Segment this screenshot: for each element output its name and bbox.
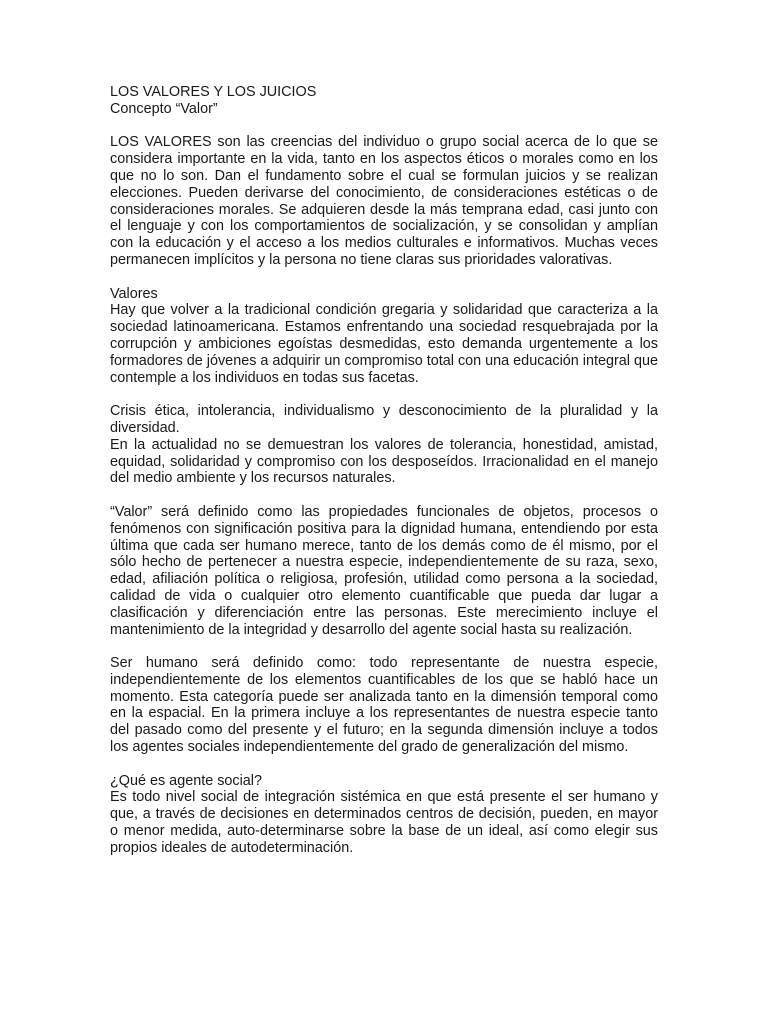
spacer: [110, 118, 658, 135]
paragraph-valor-definicion: “Valor” será definido como las propiedades funcionales de objetos, procesos o fenómenos con significación positiva para la dignidad humana, entendiendo por esta última que cada ser humano merece, tanto de los demás como de él mismo, por el sólo hecho de pertenecer a nuestra especie, independientemente de su raza, sexo, edad, afiliación política o religiosa, profesión, utilidad como persona a la sociedad, calidad de vida o cualquier otro elemento cuantificable que pueda dar lugar a clasificación y diferenciación entre las personas. Este merecimiento incluye el mantenimiento de la integridad y desarrollo del agente social hasta su realización.: [110, 503, 658, 638]
paragraph-los-valores: LOS VALORES son las creencias del individuo o grupo social acerca de lo que se considera importante en la vida, tanto en los aspectos éticos o morales como en los que no lo son. Dan el fundamento sobre el cual se formulan juicios y se realizan elecciones. Pueden derivarse del conocimiento, de consideraciones estéticas o de consideraciones morales. Se adquieren desde la más temprana edad, casi junto con el lenguaje y con los comportamientos de socialización, y se consolidan y amplían con la educación y el acceso a los medios culturales e informativos. Muchas veces permanecen implícitos y la persona no tiene claras sus prioridades valorativas.: [110, 134, 658, 268]
paragraph-agente-social: Es todo nivel social de integración sistémica en que está presente el ser humano y que, a través de decisiones en determinados centros de decisión, pueden, en mayor o menor medida, auto-determinarse sobre la base de un ideal, así como elegir sus propios ideales de autodeterminación.: [110, 789, 658, 856]
spacer: [110, 756, 658, 773]
spacer: [110, 638, 658, 655]
paragraph-crisis-etica: Crisis ética, intolerancia, individualismo y desconocimiento de la pluralidad y la diversidad.: [110, 403, 658, 436]
paragraph-volver-condicion: Hay que volver a la tradicional condición gregaria y solidaridad que caracteriza a la sociedad latinoamericana. Estamos enfrentando una sociedad resquebrajada por la corrupción y ambiciones egoístas desmedidas, esto demanda urgentemente a los formadores de jóvenes a adquirir un compromiso total con una educación integral que contemple a los individuos en todas sus facetas.: [110, 302, 658, 386]
document-subtitle: Concepto “Valor”: [110, 100, 218, 117]
paragraph-actualidad: En la actualidad no se demuestran los valores de tolerancia, honestidad, amistad, equidad, solidaridad y compromiso con los desposeídos. Irracionalidad en el manejo del medio ambiente y los recursos naturales.: [110, 436, 658, 487]
document-page: [110, 84, 658, 857]
paragraph-ser-humano: Ser humano será definido como: todo representante de nuestra especie, independientemente de los elementos cuantificables de los que se habló hace un momento. Esta categoría puede ser analizada tanto en la dimensión temporal como en la espacial. En la primera incluye a los representantes de nuestra especie tanto del pasado como del presente y el futuro; en la segunda dimensión incluye a todos los agentes sociales independientemente del grado de generalización del mismo.: [110, 655, 658, 756]
document-title: LOS VALORES Y LOS JUICIOS: [110, 84, 317, 100]
heading-valores: Valores: [110, 285, 158, 302]
heading-agente-social: ¿Qué es agente social?: [110, 772, 262, 789]
spacer: [110, 487, 658, 504]
spacer: [110, 269, 658, 286]
spacer: [110, 386, 658, 403]
